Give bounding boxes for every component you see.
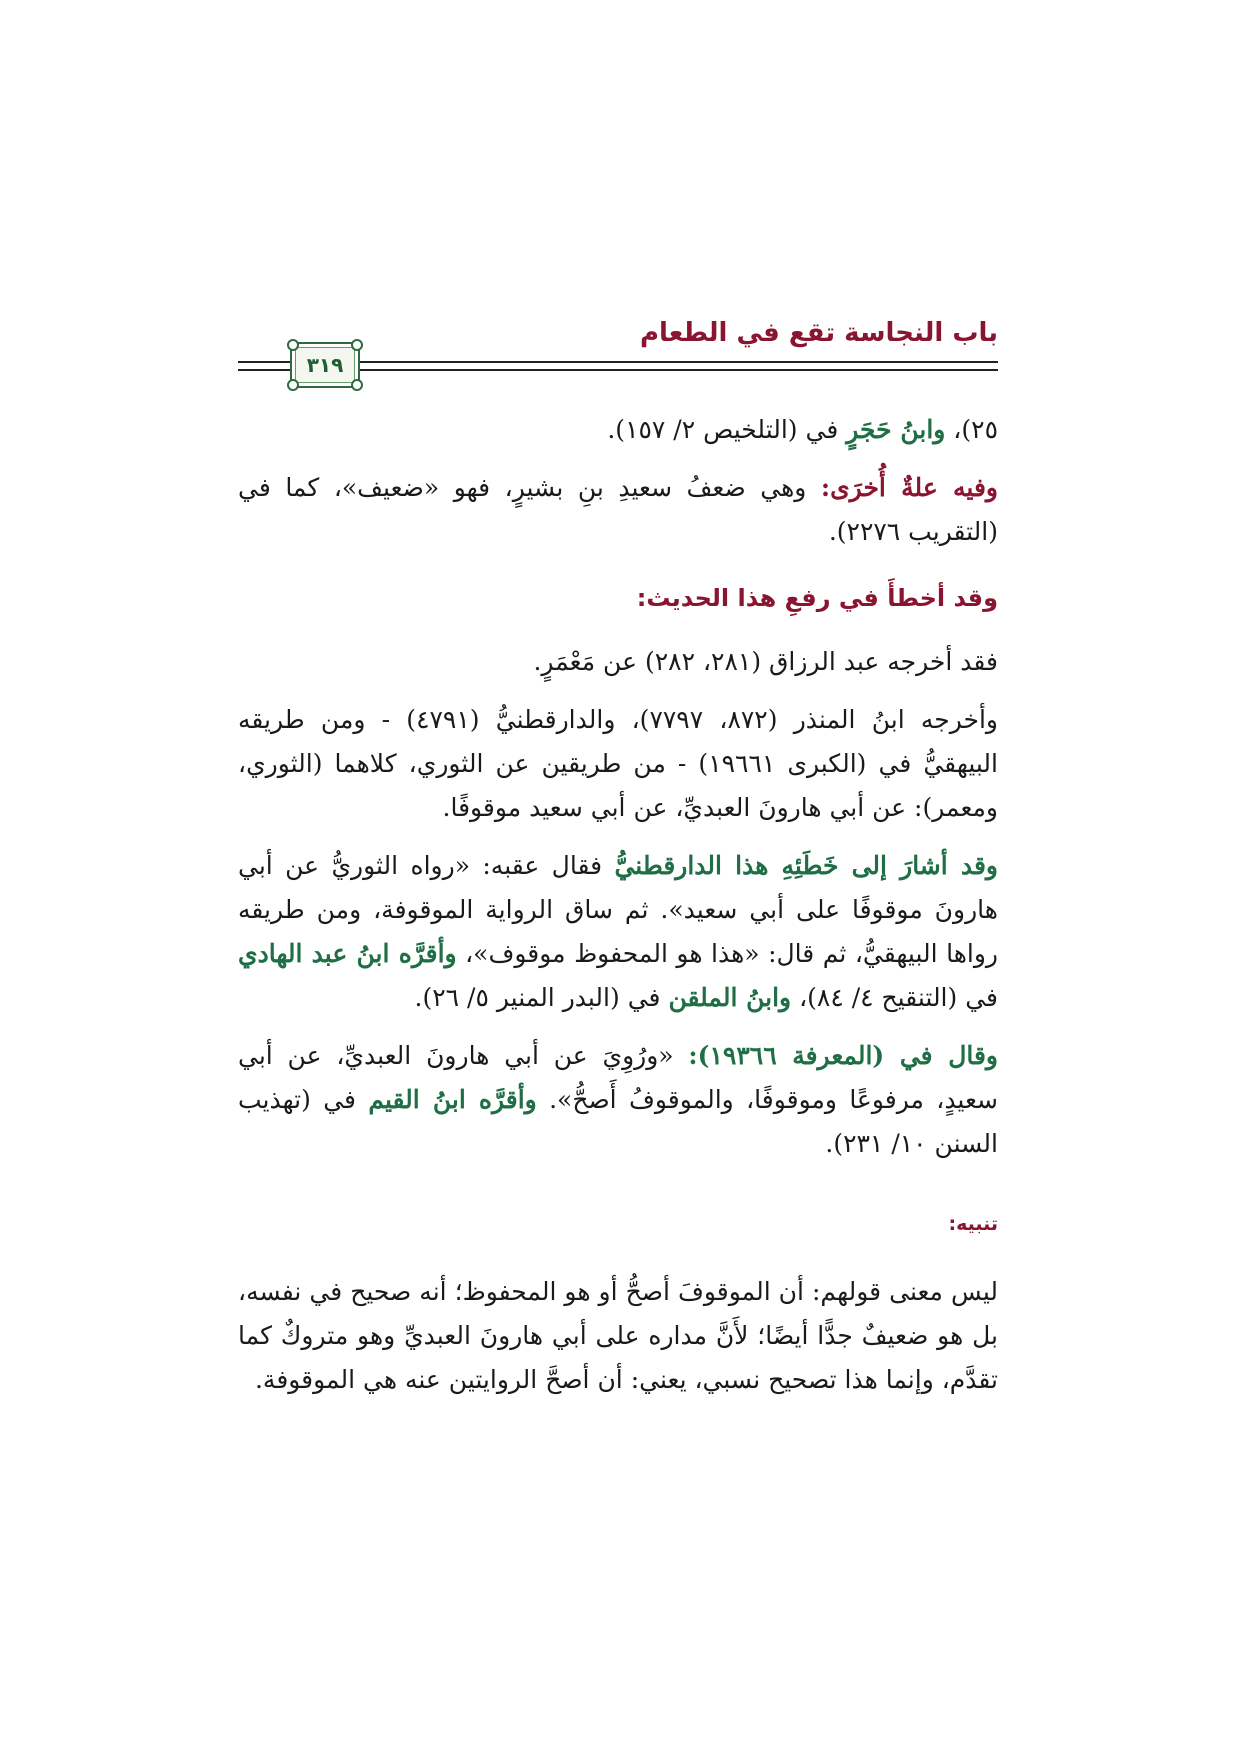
text-run: في (التنقيح ٤/ ٨٤)، [791, 983, 998, 1012]
ornament-icon [287, 339, 299, 351]
paragraph-7: ليس معنى قولهم: أن الموقوفَ أصحُّ أو هو المحفوظ؛ أنه صحيح في نفسه، بل هو ضعيفٌ جدًّا أيضًا؛ لأَنَّ مداره على أبي هارونَ العبديِّ وهو متروكٌ كما تقدَّم، وإنما هذا تصحيح نسبي، يعني: أن أصحَّ الروايتين عنه هي الموقوفة. [238, 1277, 998, 1394]
cited-scholar: وابنُ حَجَرٍ [846, 415, 946, 444]
paragraph-5 [238, 844, 998, 1020]
paragraph-4: وأخرجه ابنُ المنذر (٨٧٢، ٧٧٩٧)، والدارقطنيُّ (٤٧٩١) - ومن طريقه البيهقيُّ في (الكبرى ١٩٦٦١) - من طريقين عن الثوري، كلاهما (الثوري، ومعمر): عن أبي هارونَ العبديِّ، عن أبي سعيد موقوفًا. [238, 705, 998, 822]
text-run: في (البدر المنير ٥/ ٢٦). [414, 983, 669, 1012]
inline-heading: وقال في (المعرفة ١٩٣٦٦): [688, 1041, 998, 1070]
cited-scholar: وأقرَّه ابنُ عبد الهادي [238, 939, 457, 968]
text-run: ٢٥)، [945, 415, 998, 444]
ornament-icon [351, 379, 363, 391]
page-number-badge [290, 342, 360, 388]
paragraph-2 [238, 466, 998, 554]
page-number: ٣١٩ [306, 353, 344, 377]
cited-scholar: وابنُ الملقن [668, 983, 792, 1012]
text-run: في (التلخيص ٢/ ١٥٧). [607, 415, 847, 444]
cited-scholar: وأقرَّه ابنُ القيم [368, 1085, 537, 1114]
text-run: «ورُوِيَ عن أبي هارونَ العبديِّ، عن أبي سعيدٍ، مرفوعًا وموقوفًا، والموقوفُ أَصحُّ». [238, 1041, 998, 1114]
ornament-icon [287, 379, 299, 391]
page-body [238, 408, 998, 1402]
page-header [238, 318, 998, 390]
ornament-icon [351, 339, 363, 351]
text-run: في (تهذيب السنن ١٠/ ٢٣١). [238, 1085, 998, 1158]
inline-heading: وقد أشارَ إلى خَطَئِهِ هذا الدارقطنيُّ [614, 851, 998, 880]
section-heading: وقد أخطأَ في رفعِ هذا الحديث: [636, 584, 998, 612]
paragraph-3: فقد أخرجه عبد الرزاق (٢٨١، ٢٨٢) عن مَعْمَرٍ. [533, 647, 998, 676]
text-run: وهي ضعفُ سعيدِ بنِ بشيرٍ، فهو «ضعيف»، كما في (التقريب ٢٢٧٦). [238, 473, 998, 546]
paragraph-1 [238, 408, 998, 452]
text-run: فقال عقبه: «رواه الثوريُّ عن أبي هارونَ موقوفًا على أبي سعيد». ثم ساق الرواية الموقوفة، ومن طريقه رواها البيهقيُّ، ثم قال: «هذا هو المحفوظ موقوف»، [238, 851, 998, 968]
note-title: تنبيه: [948, 1213, 998, 1235]
inline-heading: وفيه علةٌ أُخرَى: [820, 473, 999, 502]
paragraph-6 [238, 1034, 998, 1166]
running-title: باب النجاسة تقع في الطعام [639, 318, 998, 348]
